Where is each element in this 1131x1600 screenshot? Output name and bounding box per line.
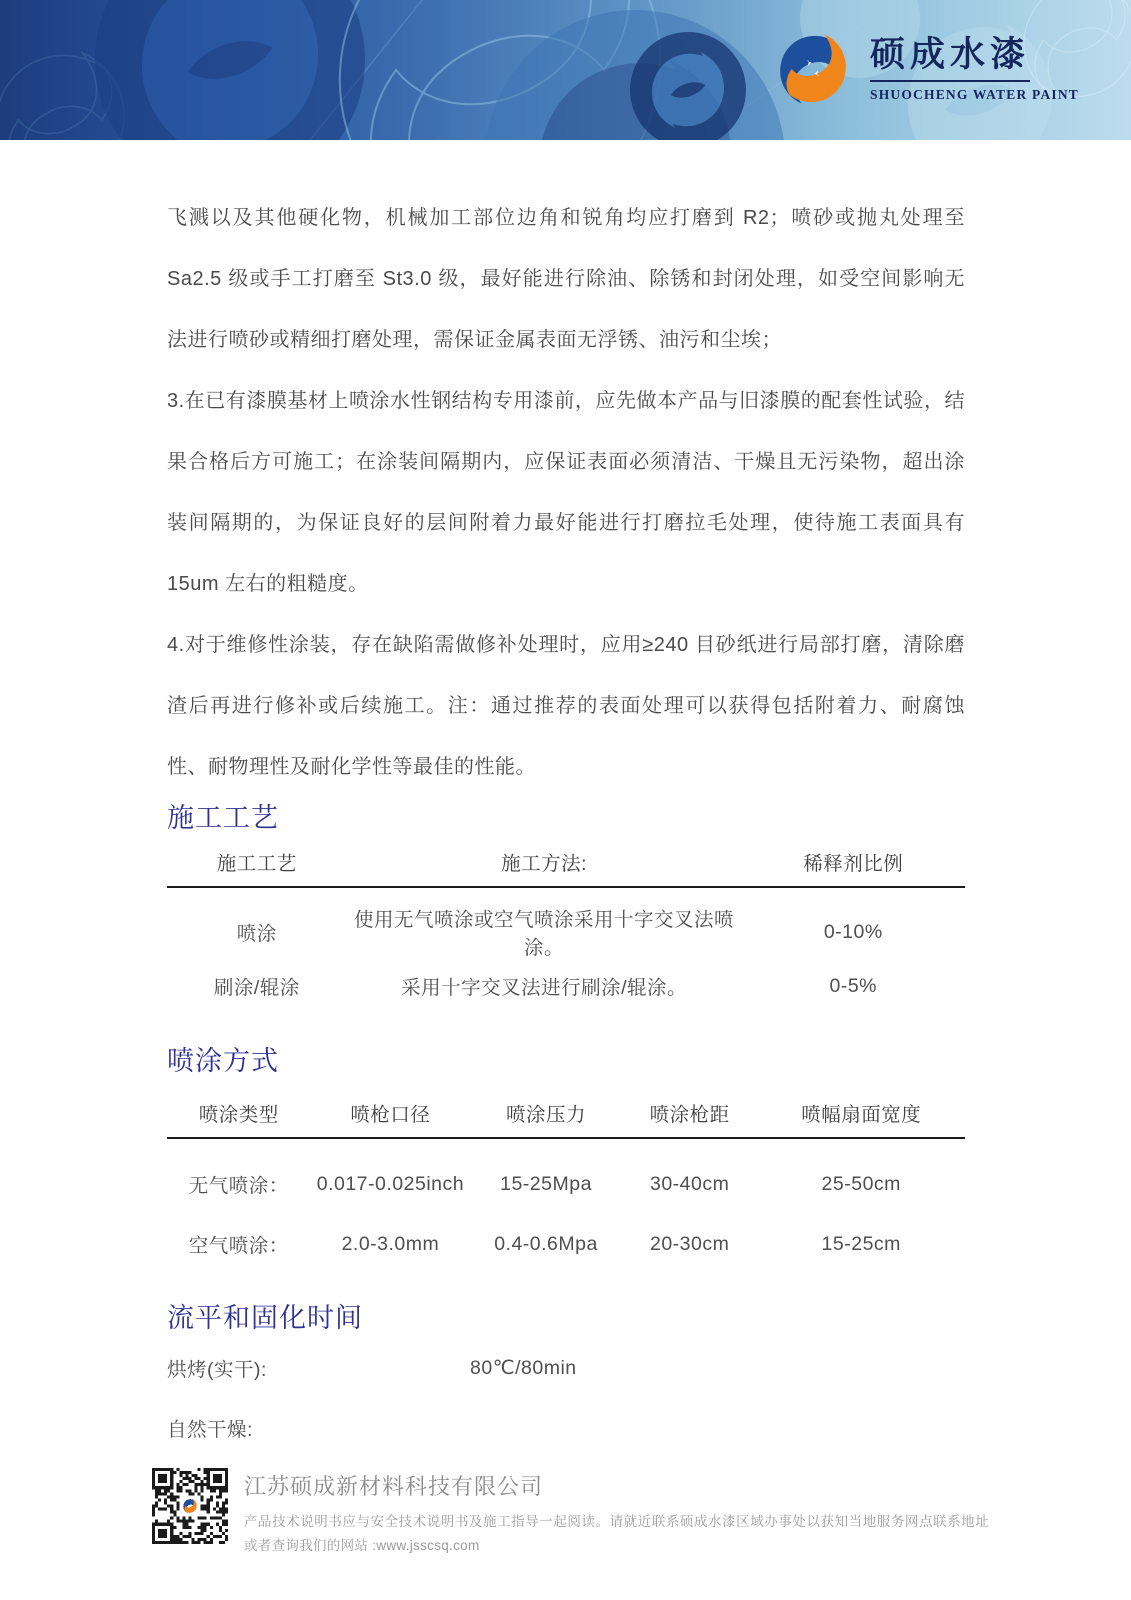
table-header-row bbox=[167, 1093, 965, 1138]
table-cell: 25-50cm bbox=[821, 1172, 901, 1195]
curing-row bbox=[167, 1338, 965, 1398]
curing-row bbox=[167, 1398, 965, 1458]
table-cell: 15-25cm bbox=[821, 1232, 901, 1255]
curing-time-list bbox=[167, 1338, 965, 1458]
header-banner bbox=[0, 0, 1131, 140]
page-content bbox=[167, 140, 965, 1458]
table-cell: 空气喷涂： bbox=[188, 1235, 289, 1257]
table-header-cell: 喷涂压力 bbox=[470, 1093, 622, 1138]
brand-logo bbox=[772, 28, 1079, 110]
table-cell: 0.4-0.6Mpa bbox=[494, 1232, 598, 1255]
brand-name-cn: 硕成水漆 bbox=[870, 35, 1030, 82]
table-cell: 2.0-3.0mm bbox=[341, 1232, 440, 1255]
brand-logo-icon bbox=[772, 28, 854, 110]
table-row bbox=[167, 1214, 965, 1274]
table-cell: 0-5% bbox=[829, 974, 878, 997]
table-header-cell: 喷涂枪距 bbox=[622, 1093, 758, 1138]
table-cell: 采用十字交叉法进行刷涂/辊涂。 bbox=[401, 977, 687, 999]
construction-table bbox=[167, 842, 965, 1011]
table-cell: 使用无气喷涂或空气喷涂采用十字交叉法喷涂。 bbox=[354, 909, 735, 959]
table-header-row bbox=[167, 842, 965, 887]
curing-row-label: 烘烤(实干): bbox=[167, 1359, 267, 1381]
table-cell: 15-25Mpa bbox=[500, 1172, 592, 1195]
table-cell: 刷涂/辊涂 bbox=[213, 977, 300, 999]
table-header-cell: 喷枪口径 bbox=[311, 1093, 471, 1138]
table-header-cell: 稀释剂比例 bbox=[742, 842, 965, 887]
company-name: 江苏硕成新材料科技有限公司 bbox=[244, 1474, 544, 1499]
table-cell: 20-30cm bbox=[649, 1232, 730, 1255]
table-header-cell: 施工方法: bbox=[347, 842, 742, 887]
table-cell: 无气喷涂： bbox=[188, 1175, 289, 1197]
qr-code-icon bbox=[152, 1468, 228, 1544]
paragraph: 飞溅以及其他硬化物，机械加工部位边角和锐角均应打磨到 R2；喷砂或抛丸处理至 Sa2.5 级或手工打磨至 St3.0 级，最好能进行除油、除锈和封闭处理，如受空间影响无法进行喷砂或精细打磨处理，需保证金属表面无浮锈、油污和尘埃； bbox=[167, 207, 965, 351]
brand-name-en: SHUOCHENG WATER PAINT bbox=[870, 87, 1079, 103]
table-header-cell: 喷幅扇面宽度 bbox=[757, 1093, 965, 1138]
footer bbox=[152, 1468, 989, 1558]
section-title-construction: 施工工艺 bbox=[167, 803, 279, 833]
paragraph: 4.对于维修性涂装，存在缺陷需做修补处理时，应用≥240 目砂纸进行局部打磨，清除磨渣后再进行修补或后续施工。注：通过推荐的表面处理可以获得包括附着力、耐腐蚀性、耐物理性及耐化学性等最佳的性能。 bbox=[167, 634, 965, 778]
table-header-cell: 施工工艺 bbox=[167, 842, 347, 887]
table-row bbox=[167, 961, 965, 1011]
spraying-table bbox=[167, 1093, 965, 1274]
table-row bbox=[167, 1138, 965, 1214]
section-title-spraying: 喷涂方式 bbox=[167, 1046, 279, 1076]
curing-row-value: 80℃/80min bbox=[470, 1357, 577, 1379]
footer-note: 产品技术说明书应与安全技术说明书及施工指导一起阅读。请就近联系硕成水漆区域办事处以获知当地服务网点联系地址或者查询我们的网站 :www.jsscsq.com bbox=[244, 1514, 989, 1553]
table-cell: 0.017-0.025inch bbox=[316, 1172, 465, 1195]
table-header-cell: 喷涂类型 bbox=[167, 1093, 311, 1138]
table-cell: 0-10% bbox=[823, 920, 883, 943]
table-cell: 30-40cm bbox=[649, 1172, 730, 1195]
table-cell: 喷涂 bbox=[236, 923, 277, 945]
paragraph: 3.在已有漆膜基材上喷涂水性钢结构专用漆前，应先做本产品与旧漆膜的配套性试验，结果合格后方可施工；在涂装间隔期内，应保证表面必须清洁、干燥且无污染物，超出涂装间隔期的，为保证良好的层间附着力最好能进行打磨拉毛处理，使待施工表面具有 15um 左右的粗糙度。 bbox=[167, 390, 965, 595]
section-title-curing: 流平和固化时间 bbox=[167, 1303, 363, 1333]
table-row bbox=[167, 887, 965, 961]
curing-row-label: 自然干燥: bbox=[167, 1419, 253, 1441]
